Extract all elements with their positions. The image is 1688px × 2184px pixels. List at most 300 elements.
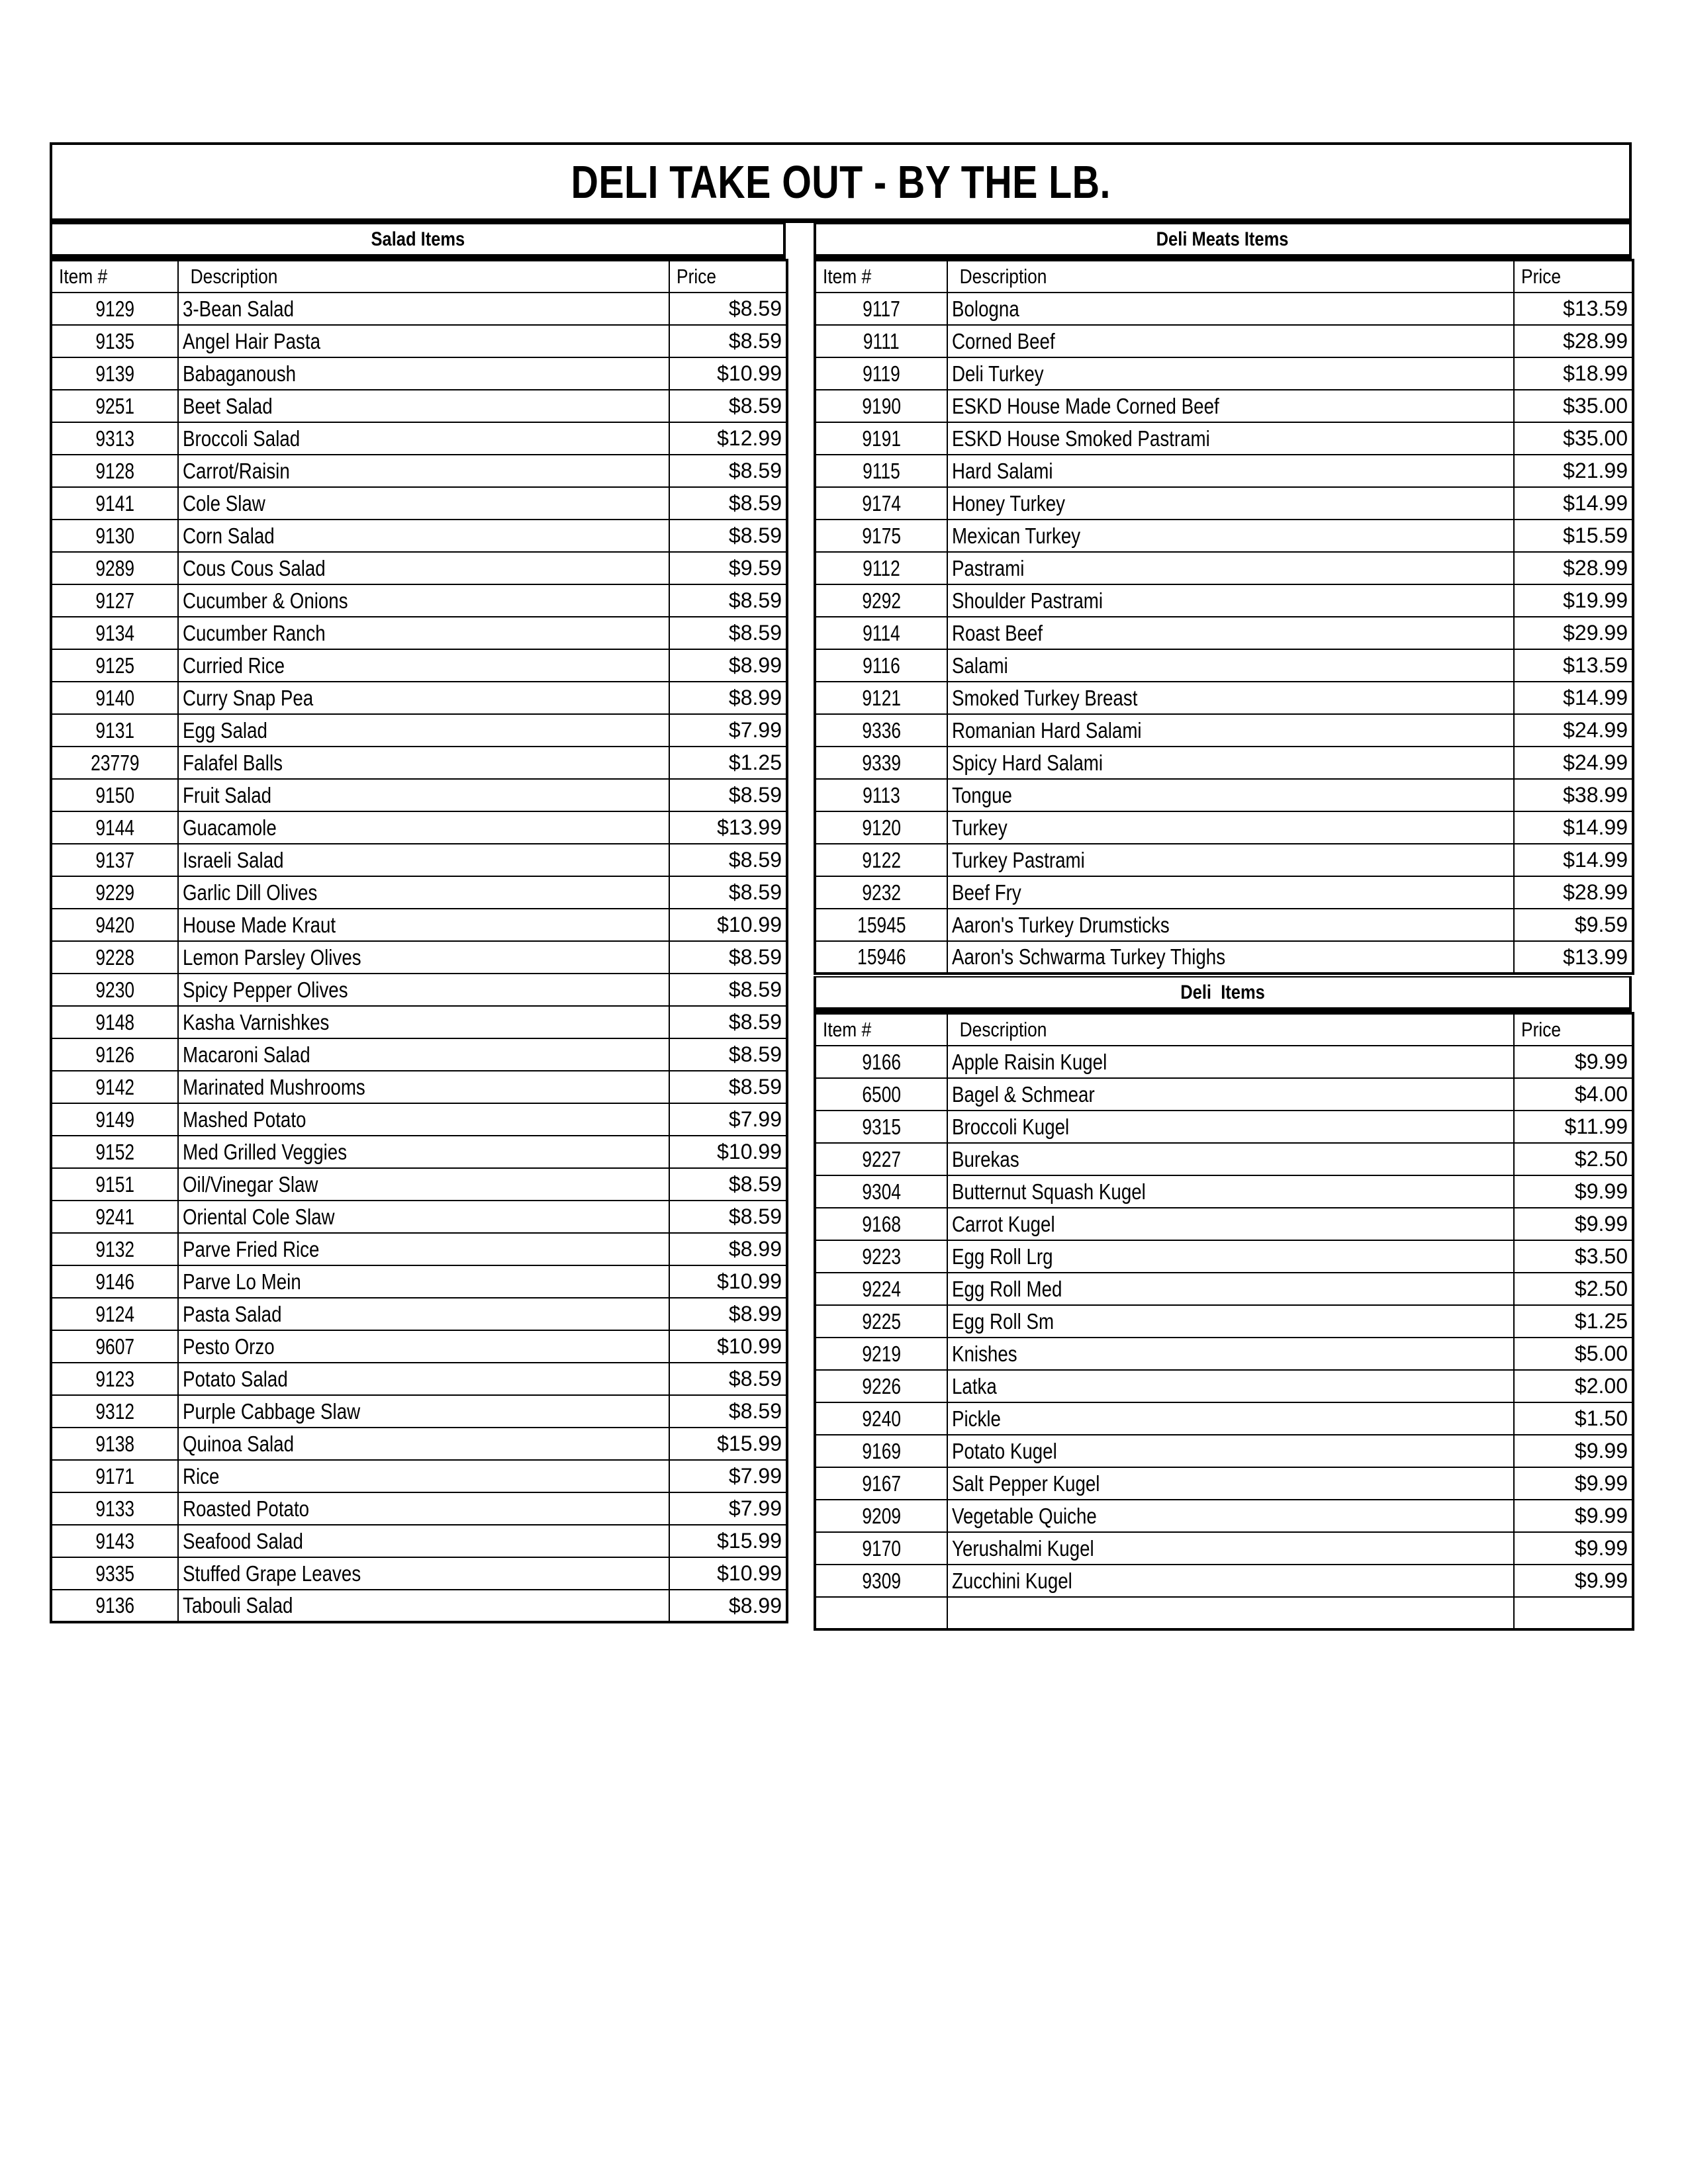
cell-item-number-value: 9146 <box>95 1269 134 1294</box>
table-row <box>815 1175 1633 1208</box>
cell-item-number-value: 9607 <box>95 1334 134 1359</box>
cell-item-number <box>51 584 178 617</box>
cell-price <box>669 1557 787 1590</box>
cell-price-value: $15.99 <box>717 1432 782 1455</box>
cell-description-value: Spicy Hard Salami <box>952 750 1103 775</box>
cell-price <box>1514 714 1633 747</box>
cell-description-value: Carrot/Raisin <box>183 458 290 483</box>
cell-price-value: $8.59 <box>728 1172 782 1196</box>
column-header-item-label: Item # <box>823 1018 872 1041</box>
cell-description-value: Carrot Kugel <box>952 1211 1055 1236</box>
cell-description-value: Seafood Salad <box>183 1528 303 1553</box>
cell-item-number-value: 9304 <box>862 1179 901 1204</box>
cell-item-number <box>51 1395 178 1428</box>
cell-item-number-value: 9143 <box>95 1528 134 1553</box>
cell-item-number-value: 9169 <box>862 1438 901 1463</box>
cell-price <box>669 1492 787 1525</box>
cell-price <box>669 293 787 325</box>
cell-description <box>947 909 1514 941</box>
cell-price <box>669 357 787 390</box>
cell-price <box>1514 1175 1633 1208</box>
table-row <box>51 1298 787 1330</box>
cell-description-value: Turkey Pastrami <box>952 847 1085 872</box>
cell-description <box>178 649 669 682</box>
cell-price-value: $8.59 <box>728 783 782 807</box>
table-row <box>51 390 787 422</box>
cell-description <box>178 1265 669 1298</box>
cell-price-value: $28.99 <box>1563 880 1628 904</box>
cell-description-value: Apple Raisin Kugel <box>952 1049 1107 1074</box>
table-row <box>51 714 787 747</box>
cell-description <box>947 1532 1514 1565</box>
cell-price <box>1514 1208 1633 1240</box>
column-header-price <box>1514 1013 1633 1046</box>
cell-description-value: Cole Slaw <box>183 490 265 516</box>
cell-description <box>947 520 1514 552</box>
cell-price <box>1514 455 1633 487</box>
cell-item-number-value: 9129 <box>95 296 134 321</box>
cell-item-number <box>815 1532 947 1565</box>
table-row <box>815 325 1633 357</box>
cell-description <box>947 1435 1514 1467</box>
cell-item-number <box>815 487 947 520</box>
cell-price-value: $19.99 <box>1563 588 1628 612</box>
cell-price <box>1514 1565 1633 1597</box>
cell-price <box>1514 1402 1633 1435</box>
cell-description-value: Stuffed Grape Leaves <box>183 1561 361 1586</box>
cell-item-number-value: 9125 <box>95 653 134 678</box>
cell-item-number-value: 9130 <box>95 523 134 548</box>
table-row <box>51 552 787 584</box>
cell-price <box>669 1201 787 1233</box>
column-header-description <box>947 1013 1514 1046</box>
cell-price <box>1514 1046 1633 1078</box>
column-header-price-label: Price <box>1521 265 1562 288</box>
cell-description-value: Kasha Varnishkes <box>183 1009 330 1034</box>
cell-item-number <box>51 974 178 1006</box>
cell-description <box>178 974 669 1006</box>
cell-item-number-value: 9142 <box>95 1074 134 1099</box>
cell-price <box>1514 1435 1633 1467</box>
cell-price <box>669 1233 787 1265</box>
column-header-description <box>178 260 669 293</box>
table-row <box>815 1402 1633 1435</box>
cell-item-number-value: 9167 <box>862 1471 901 1496</box>
section-header-salad-label: Salad Items <box>371 228 465 250</box>
cell-description-value: Roast Beef <box>952 620 1043 645</box>
cell-price <box>669 941 787 974</box>
cell-description <box>947 844 1514 876</box>
table-row <box>51 1557 787 1590</box>
table-row <box>815 1208 1633 1240</box>
table-row <box>815 422 1633 455</box>
deli-meats-items-table <box>814 259 1634 975</box>
cell-price-value: $8.59 <box>728 880 782 904</box>
cell-description <box>178 584 669 617</box>
table-row <box>51 357 787 390</box>
cell-description-value: Pesto Orzo <box>183 1334 275 1359</box>
cell-price <box>1514 1078 1633 1111</box>
table-row <box>51 455 787 487</box>
column-header-price-label: Price <box>677 265 717 288</box>
cell-item-number-value: 9420 <box>95 912 134 937</box>
cell-item-number-value: 9136 <box>95 1593 134 1617</box>
table-row <box>51 1395 787 1428</box>
cell-item-number-value: 9289 <box>95 555 134 580</box>
cell-price-value: $9.99 <box>1574 1212 1628 1236</box>
cell-price <box>1514 1532 1633 1565</box>
table-row <box>815 455 1633 487</box>
cell-price <box>1514 1500 1633 1532</box>
cell-price-value: $2.50 <box>1574 1147 1628 1171</box>
cell-item-number-value: 9223 <box>862 1244 901 1269</box>
cell-item-number <box>51 1492 178 1525</box>
cell-item-number-value: 9119 <box>863 361 900 386</box>
cell-price <box>1514 390 1633 422</box>
table-row <box>51 1201 787 1233</box>
table-row <box>51 649 787 682</box>
cell-price-value: $7.99 <box>728 1496 782 1520</box>
cell-price-value: $9.59 <box>728 556 782 580</box>
table-row <box>815 390 1633 422</box>
table-row <box>51 876 787 909</box>
cell-description-value: Lemon Parsley Olives <box>183 944 361 970</box>
cell-price <box>669 714 787 747</box>
cell-price-value: $24.99 <box>1563 751 1628 774</box>
table-row <box>51 974 787 1006</box>
section-header-deli-meats <box>814 223 1632 259</box>
cell-description <box>178 422 669 455</box>
cell-item-number-value: 9209 <box>862 1503 901 1528</box>
table-row <box>815 909 1633 941</box>
column-header-item <box>51 260 178 293</box>
table-row <box>815 1078 1633 1111</box>
cell-price-value: $8.59 <box>728 1042 782 1066</box>
cell-description-value: Pasta Salad <box>183 1301 282 1326</box>
cell-item-number-value: 9134 <box>95 620 134 645</box>
cell-description-value: Potato Salad <box>183 1366 288 1391</box>
cell-item-number-value: 9140 <box>95 685 134 710</box>
cell-description-value: Broccoli Kugel <box>952 1114 1070 1139</box>
cell-description <box>947 714 1514 747</box>
cell-description <box>947 1467 1514 1500</box>
cell-item-number <box>51 682 178 714</box>
table-row <box>815 487 1633 520</box>
cell-description <box>178 1492 669 1525</box>
cell-item-number <box>51 1201 178 1233</box>
cell-price <box>669 487 787 520</box>
cell-description-value: Bagel & Schmear <box>952 1081 1095 1107</box>
cell-price-value: $15.59 <box>1563 523 1628 547</box>
cell-item-number-value: 9116 <box>863 653 900 678</box>
column-header-row <box>815 1013 1633 1046</box>
cell-description <box>178 1136 669 1168</box>
cell-description <box>178 1363 669 1395</box>
table-row <box>815 811 1633 844</box>
cell-description-value: Israeli Salad <box>183 847 284 872</box>
cell-item-number-value: 9133 <box>95 1496 134 1521</box>
cell-description-value: Cous Cous Salad <box>183 555 326 580</box>
cell-description <box>178 1460 669 1492</box>
cell-description-value: Aaron's Schwarma Turkey Thighs <box>952 944 1226 969</box>
cell-price <box>669 390 787 422</box>
cell-item-number <box>815 1175 947 1208</box>
cell-price-value: $9.59 <box>1574 913 1628 936</box>
cell-price-value: $8.59 <box>728 491 782 515</box>
cell-item-number <box>51 779 178 811</box>
cell-price-value: $8.59 <box>728 1205 782 1228</box>
table-row <box>51 682 787 714</box>
cell-item-number <box>815 747 947 779</box>
table-row <box>51 909 787 941</box>
cell-price <box>669 779 787 811</box>
cell-item-number <box>815 584 947 617</box>
cell-description-value: Butternut Squash Kugel <box>952 1179 1146 1204</box>
table-row <box>815 552 1633 584</box>
cell-item-number-value: 9131 <box>95 717 134 743</box>
section-header-deli-label: Deli Items <box>1180 981 1265 1003</box>
cell-price-value: $8.99 <box>728 653 782 677</box>
table-row <box>51 1590 787 1622</box>
cell-price-value: $8.59 <box>728 329 782 353</box>
cell-description-value: Honey Turkey <box>952 490 1066 516</box>
cell-item-number-value: 9312 <box>95 1398 134 1424</box>
table-row <box>815 617 1633 649</box>
cell-item-number-value: 9113 <box>863 782 900 807</box>
cell-description <box>178 390 669 422</box>
cell-item-number-value: 9241 <box>95 1204 134 1229</box>
table-row <box>51 779 787 811</box>
cell-price <box>1514 1143 1633 1175</box>
page-title: DELI TAKE OUT - BY THE LB. <box>571 156 1111 208</box>
cell-description-value: Cucumber & Onions <box>183 588 348 613</box>
cell-description <box>178 714 669 747</box>
table-row <box>51 1233 787 1265</box>
cell-description <box>947 811 1514 844</box>
cell-price <box>1514 844 1633 876</box>
table-row <box>815 649 1633 682</box>
cell-price-value: $8.59 <box>728 588 782 612</box>
table-row <box>815 1467 1633 1500</box>
cell-item-number <box>815 1338 947 1370</box>
cell-price-value: $9.99 <box>1574 1569 1628 1592</box>
salad-items-table <box>50 259 788 1623</box>
cell-item-number <box>51 1363 178 1395</box>
table-row <box>51 844 787 876</box>
cell-description <box>947 584 1514 617</box>
cell-item-number <box>51 844 178 876</box>
section-header-deli-meats-label: Deli Meats Items <box>1156 228 1289 250</box>
cell-price <box>669 1395 787 1428</box>
cell-description-value: Purple Cabbage Slaw <box>183 1398 361 1424</box>
cell-item-number <box>815 1500 947 1532</box>
cell-price <box>1514 876 1633 909</box>
cell-description-value: Med Grilled Veggies <box>183 1139 348 1164</box>
cell-price-value: $8.59 <box>728 394 782 418</box>
table-row <box>815 1046 1633 1078</box>
cell-description <box>178 617 669 649</box>
cell-description-value: Egg Roll Med <box>952 1276 1062 1301</box>
cell-description <box>178 876 669 909</box>
table-row <box>815 876 1633 909</box>
cell-description-value: Pastrami <box>952 555 1025 580</box>
cell-description-value: Egg Salad <box>183 717 267 743</box>
cell-description-value: Turkey <box>952 815 1008 840</box>
cell-item-number-value: 9151 <box>95 1171 134 1197</box>
cell-price <box>669 1363 787 1395</box>
cell-item-number-value: 9122 <box>862 847 901 872</box>
cell-price-value: $13.59 <box>1563 296 1628 320</box>
table-row <box>815 714 1633 747</box>
cell-item-number-value: 15946 <box>857 944 906 969</box>
cell-description-value: Pickle <box>952 1406 1001 1431</box>
cell-description-value: Vegetable Quiche <box>952 1503 1097 1528</box>
table-row <box>51 422 787 455</box>
cell-item-number <box>815 1305 947 1338</box>
cell-item-number <box>815 1597 947 1629</box>
cell-item-number-value: 9149 <box>95 1107 134 1132</box>
cell-description-value: Tongue <box>952 782 1012 807</box>
cell-price-value: $10.99 <box>717 1140 782 1163</box>
cell-item-number <box>815 455 947 487</box>
table-row <box>815 1500 1633 1532</box>
cell-item-number-value: 9135 <box>95 328 134 353</box>
cell-price-value: $8.59 <box>728 296 782 320</box>
cell-item-number <box>51 552 178 584</box>
cell-price <box>669 325 787 357</box>
cell-item-number-value: 9170 <box>862 1535 901 1561</box>
table-row <box>51 1265 787 1298</box>
cell-item-number <box>51 1557 178 1590</box>
cell-item-number-value: 9309 <box>862 1568 901 1593</box>
cell-price-value: $21.99 <box>1563 459 1628 482</box>
cell-description <box>947 1500 1514 1532</box>
cell-description <box>947 876 1514 909</box>
cell-item-number <box>815 357 947 390</box>
cell-price-value: $2.00 <box>1574 1374 1628 1398</box>
cell-price <box>1514 552 1633 584</box>
table-row <box>815 1143 1633 1175</box>
cell-price-value: $8.59 <box>728 523 782 547</box>
cell-item-number <box>815 1273 947 1305</box>
cell-description-value: Garlic Dill Olives <box>183 880 318 905</box>
cell-item-number <box>51 1168 178 1201</box>
cell-item-number-value: 9132 <box>95 1236 134 1261</box>
cell-price <box>1514 909 1633 941</box>
column-header-item-label: Item # <box>823 265 872 288</box>
cell-price-value: $13.59 <box>1563 653 1628 677</box>
section-header-deli <box>814 976 1632 1012</box>
cell-item-number <box>51 747 178 779</box>
cell-price-value: $14.99 <box>1563 686 1628 709</box>
cell-description <box>947 325 1514 357</box>
cell-item-number <box>815 1078 947 1111</box>
price-list-sheet <box>50 142 1632 1631</box>
cell-item-number <box>51 1428 178 1460</box>
cell-item-number <box>51 1136 178 1168</box>
cell-price <box>669 1525 787 1557</box>
cell-price <box>1514 293 1633 325</box>
table-row <box>815 747 1633 779</box>
cell-price <box>669 1006 787 1038</box>
cell-price <box>669 584 787 617</box>
column-header-row <box>51 260 787 293</box>
cell-description-value: Rice <box>183 1463 220 1488</box>
cell-price-value: $11.99 <box>1564 1115 1628 1138</box>
cell-price <box>669 1071 787 1103</box>
cell-price-value: $8.59 <box>728 459 782 482</box>
cell-item-number <box>815 1435 947 1467</box>
cell-item-number-value: 9137 <box>95 847 134 872</box>
deli-column <box>814 223 1632 1631</box>
cell-description <box>947 455 1514 487</box>
cell-description <box>947 552 1514 584</box>
cell-description-value: Salt Pepper Kugel <box>952 1471 1100 1496</box>
cell-description <box>947 1370 1514 1402</box>
cell-item-number-value: 9121 <box>862 685 901 710</box>
cell-price <box>1514 325 1633 357</box>
cell-item-number-value: 9228 <box>95 944 134 970</box>
cell-item-number <box>51 422 178 455</box>
cell-item-number <box>815 876 947 909</box>
cell-price-value: $18.99 <box>1563 361 1628 385</box>
cell-price-value: $10.99 <box>717 361 782 385</box>
cell-item-number-value: 9224 <box>862 1276 901 1301</box>
cell-description-value: Spicy Pepper Olives <box>183 977 348 1002</box>
table-row <box>51 325 787 357</box>
cell-price <box>1514 357 1633 390</box>
cell-price <box>669 1103 787 1136</box>
cell-item-number <box>51 520 178 552</box>
cell-description <box>947 1305 1514 1338</box>
cell-item-number <box>51 487 178 520</box>
table-row <box>51 811 787 844</box>
column-header-price-label: Price <box>1521 1018 1562 1041</box>
cell-description-value: Parve Fried Rice <box>183 1236 320 1261</box>
cell-price-value: $8.59 <box>728 945 782 969</box>
table-row <box>815 1435 1633 1467</box>
table-row <box>815 1532 1633 1565</box>
cell-price-value: $10.99 <box>717 913 782 936</box>
cell-price <box>669 1590 787 1622</box>
cell-description-value: Marinated Mushrooms <box>183 1074 365 1099</box>
cell-item-number <box>51 1298 178 1330</box>
cell-item-number-value: 9127 <box>95 588 134 613</box>
cell-price <box>1514 520 1633 552</box>
cell-description-value: Curry Snap Pea <box>183 685 314 710</box>
cell-price <box>669 1038 787 1071</box>
cell-price-value: $8.99 <box>728 1302 782 1326</box>
cell-item-number <box>51 293 178 325</box>
cell-description-value: Shoulder Pastrami <box>952 588 1103 613</box>
cell-description <box>178 844 669 876</box>
cell-price-value: $8.99 <box>728 1237 782 1261</box>
cell-item-number <box>51 390 178 422</box>
cell-price <box>669 1298 787 1330</box>
table-row <box>815 779 1633 811</box>
cell-item-number-value: 9138 <box>95 1431 134 1456</box>
cell-description <box>178 1071 669 1103</box>
cell-item-number <box>815 1565 947 1597</box>
cell-description <box>178 1298 669 1330</box>
table-row <box>51 941 787 974</box>
cell-item-number-value: 9152 <box>95 1139 134 1164</box>
cell-price <box>669 1330 787 1363</box>
page-title-banner <box>50 142 1632 223</box>
cell-description-value: Deli Turkey <box>952 361 1044 386</box>
cell-price <box>669 1460 787 1492</box>
cell-item-number-value: 9313 <box>95 426 134 451</box>
